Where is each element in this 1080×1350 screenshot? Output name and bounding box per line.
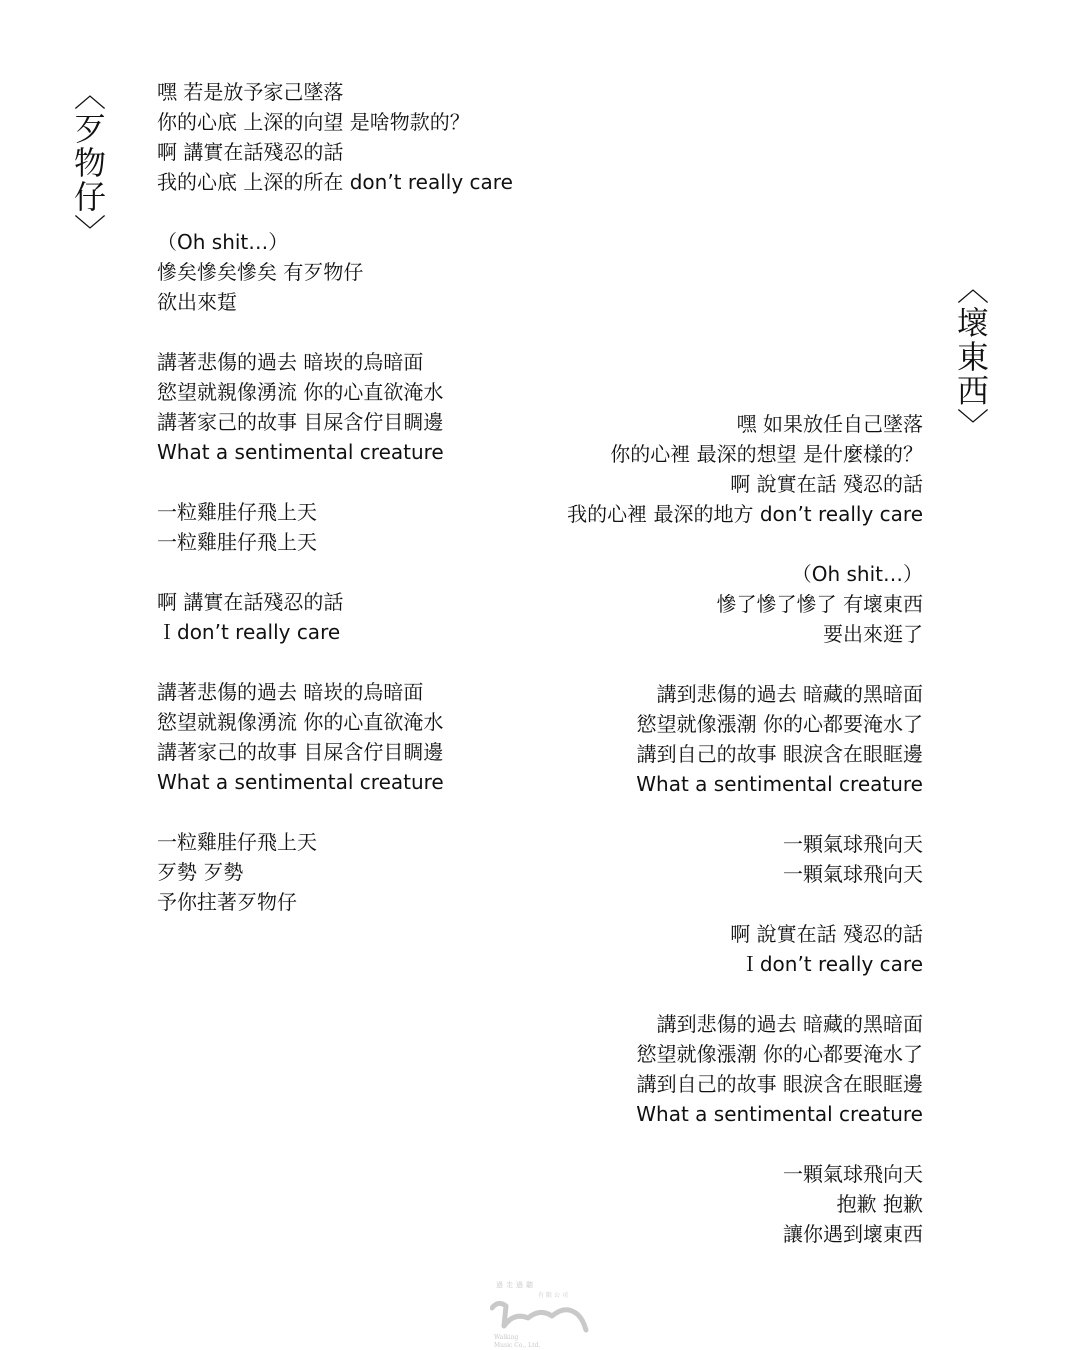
- lyric-stanza: [157, 347, 513, 467]
- logo-text-en-1: Walking: [494, 1334, 519, 1341]
- lyric-line: 慘矣慘矣慘矣 有歹物仔: [157, 260, 364, 284]
- lyric-stanza: [157, 587, 513, 647]
- lyric-line: What a sentimental creature: [157, 440, 444, 464]
- lyric-stanza: [567, 559, 923, 649]
- left-song-title: 〈歹物仔〉: [69, 78, 107, 248]
- lyric-stanza: [567, 919, 923, 979]
- lyric-line: Ｉdon’t really care: [739, 952, 923, 976]
- lyric-line: 啊 說實在話 殘忍的話: [730, 922, 923, 946]
- logo-text-en-2: Music Co., Ltd.: [494, 1342, 541, 1348]
- lyric-line: 抱歉 抱歉: [836, 1192, 923, 1216]
- lyric-line: 啊 講實在話殘忍的話: [157, 590, 344, 614]
- lyric-line: 一顆氣球飛向天: [783, 862, 923, 886]
- lyric-line: 慘了慘了慘了 有壞東西: [716, 592, 923, 616]
- company-logo: [490, 1278, 594, 1348]
- lyric-line: 讓你遇到壞東西: [783, 1222, 923, 1246]
- walking-music-logo-icon: [490, 1278, 594, 1348]
- lyric-line: 慾望就像漲潮 你的心都要淹水了: [636, 1042, 923, 1066]
- lyric-line: 講到悲傷的過去 暗藏的黑暗面: [656, 1012, 923, 1036]
- lyric-line: 我的心裡 最深的地方 don’t really care: [567, 502, 923, 526]
- lyric-line: 慾望就親像湧流 你的心直欲淹水: [157, 380, 444, 404]
- lyric-line: 講著悲傷的過去 暗崁的烏暗面: [157, 680, 424, 704]
- lyric-line: What a sentimental creature: [157, 770, 444, 794]
- logo-text-top: 過走過聽: [496, 1281, 536, 1289]
- lyric-line: 我的心底 上深的所在 don’t really care: [157, 170, 513, 194]
- lyric-line: （Oh shit…）: [157, 230, 289, 254]
- lyric-line: 一粒雞胿仔飛上天: [157, 830, 317, 854]
- lyric-line: 欲出來踅: [157, 290, 237, 314]
- lyric-line: 要出來逛了: [823, 622, 923, 646]
- lyric-line: 一顆氣球飛向天: [783, 832, 923, 856]
- lyric-line: 予你拄著歹物仔: [157, 890, 297, 914]
- lyric-line: 一顆氣球飛向天: [783, 1162, 923, 1186]
- lyric-stanza: [567, 679, 923, 799]
- lyric-line: 講到悲傷的過去 暗藏的黑暗面: [656, 682, 923, 706]
- lyric-stanza: [567, 829, 923, 889]
- lyric-stanza: [157, 827, 513, 917]
- right-song-lyrics: [567, 409, 923, 1249]
- lyric-line: 一粒雞胿仔飛上天: [157, 530, 317, 554]
- lyric-line: 你的心裡 最深的想望 是什麼樣的？: [610, 442, 923, 466]
- lyric-line: 嘿 若是放予家己墜落: [157, 80, 344, 104]
- lyric-line: 慾望就像漲潮 你的心都要淹水了: [636, 712, 923, 736]
- lyric-line: What a sentimental creature: [636, 772, 923, 796]
- lyric-stanza: [157, 497, 513, 557]
- lyric-line: 一粒雞胿仔飛上天: [157, 500, 317, 524]
- lyric-line: 講到自己的故事 眼淚含在眼眶邊: [636, 742, 923, 766]
- lyric-line: 講到自己的故事 眼淚含在眼眶邊: [636, 1072, 923, 1096]
- lyric-line: 講著家己的故事 目屎含佇目睭邊: [157, 410, 444, 434]
- lyric-line: What a sentimental creature: [636, 1102, 923, 1126]
- right-song-title: 〈壞東西〉: [952, 272, 990, 442]
- lyric-line: 慾望就親像湧流 你的心直欲淹水: [157, 710, 444, 734]
- lyric-stanza: [157, 227, 513, 317]
- lyric-stanza: [567, 1009, 923, 1129]
- lyric-line: 你的心底 上深的向望 是啥物款的？: [157, 110, 470, 134]
- lyric-line: 講著家己的故事 目屎含佇目睭邊: [157, 740, 444, 764]
- logo-mark-icon: [492, 1303, 586, 1330]
- lyric-line: 啊 講實在話殘忍的話: [157, 140, 344, 164]
- lyric-line: （Oh shit…）: [791, 562, 923, 586]
- lyric-line: 歹勢 歹勢: [157, 860, 244, 884]
- lyric-stanza: [567, 1159, 923, 1249]
- lyric-stanza: [157, 77, 513, 197]
- lyric-stanza: [567, 409, 923, 529]
- logo-text-sub: 有限公司: [538, 1292, 571, 1299]
- lyric-line: 嘿 如果放任自己墜落: [736, 412, 923, 436]
- lyric-line: 啊 說實在話 殘忍的話: [730, 472, 923, 496]
- lyric-line: Ｉdon’t really care: [157, 620, 341, 644]
- lyric-stanza: [157, 677, 513, 797]
- lyric-line: 講著悲傷的過去 暗崁的烏暗面: [157, 350, 424, 374]
- left-song-lyrics: [157, 77, 513, 917]
